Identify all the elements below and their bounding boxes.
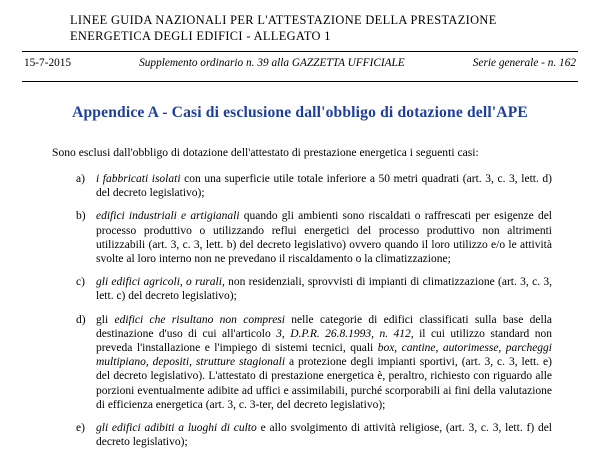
header-divider-bottom [22,81,578,82]
list-item [76,275,552,303]
list-item-text-run: non residenziali, sprovvisti di impianti di climatizzazione (art. 3, c. 3, lett. c) del decreto legislativo); [96,276,552,303]
page-title: Appendice A - Casi di esclusione dall'obbligo di dotazione dell'APE [72,104,528,121]
list-item-text-run: edifici che risultano non compresi [114,313,292,326]
list-item-marker: e) [76,422,85,435]
list-item-text-run: il cui utilizzo standard non preveda l'installazione e l'impiego di sistemi tecnici, quali [96,327,553,355]
list-item-text [96,172,552,200]
list-item-text-run: con una superficie utile totale inferiore a 50 metri quadrati (art. 3, c. 3, lett. d) del decreto legislativo); [96,173,553,200]
list-item-text [96,275,552,303]
list-item-text-run: e allo svolgimento di attività religiose, (art. 3, c. 3, lett. f) del decreto legislativo); [96,422,552,449]
list-item-text-run: gli [96,313,115,326]
list-item-marker: b) [76,210,86,223]
list-item [76,172,552,200]
list-item-text-run: 3, D.P.R. 26.8.1993, n. 412, [276,327,420,340]
list-item-text-run: quando gli ambienti sono riscaldati o raffrescati per esigenze del processo produttivo o utilizzando reflui energetici del processo produttivo non altrimenti utilizzabili (art. 3, c. 3, lett. b) del decreto legislativo) ovvero quando il loro utilizzo e/o le attività svolte al loro interno non ne prevedano il riscaldamento o la climatizzazione; [96,210,552,266]
intro-paragraph: Sono esclusi dall'obbligo di dotazione dell'attestato di prestazione energetica i seguenti casi: [52,146,479,159]
masthead-line-2: ENERGETICA DEGLI EDIFICI - ALLEGATO 1 [70,29,331,43]
exclusion-list [22,172,578,449]
list-item-marker: c) [76,276,85,289]
header-issue: Serie generale - n. 162 [472,57,576,69]
list-item-text [96,313,552,412]
list-item [76,421,552,449]
list-item-text-run: nelle categorie di edifici classificati sulla base della destinazione d'uso di cui all'articolo [96,313,553,340]
running-header [22,52,578,74]
list-item-text [96,421,552,449]
list-item-text-run: gli edifici agricoli, o rurali, [96,276,229,289]
list-item-marker: a) [76,173,85,185]
list-item-marker: d) [76,313,86,326]
list-item-text-run: box, cantine, autorimesse, parcheggi multipiano, depositi, strutture stagionali [96,342,552,369]
masthead [22,12,578,44]
header-publication: Supplemento ordinario n. 39 alla GAZZETTA UFFICIALE [139,57,405,69]
list-item-text-run: i fabbricati isolati [96,173,185,185]
list-item [76,313,552,412]
header-date: 15-7-2015 [24,57,72,69]
list-item-text-run: edifici industriali e artigianali [96,210,244,223]
list-item-text [96,209,552,266]
list-item-text-run: a protezione degli impianti sportivi, (art. 3, c. 3, lett. e) del decreto legislativo). L'attestato di prestazione energetica è, peraltro, richiesto con riguardo alle porzioni eventualmente adibite ad uffici e assimilabili, purché scorporabili ai fini della valutazione di efficienza energetica (art. 3, c. 3-ter, del decreto legislativo); [96,356,552,411]
list-item-text-run: gli edifici adibiti a luoghi di culto [96,422,261,435]
list-item [76,209,552,266]
masthead-line-1: LINEE GUIDA NAZIONALI PER L'ATTESTAZIONE DELLA PRESTAZIONE [70,13,497,27]
